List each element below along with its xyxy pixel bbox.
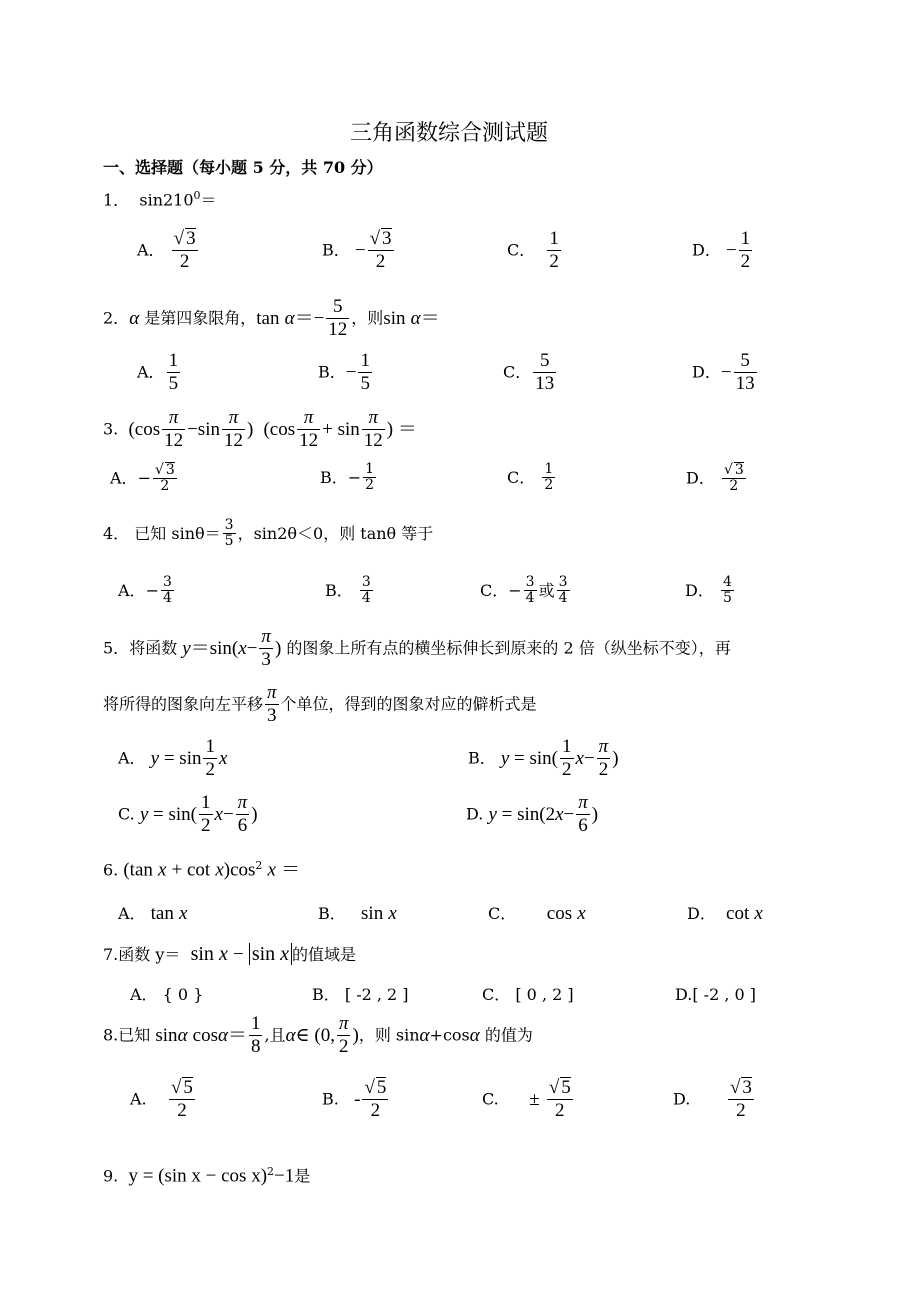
- q6-option-a: A． tan x: [118, 903, 188, 924]
- q4-option-d: D． $\frac{4}{5}$: [685, 574, 732, 607]
- q4-option-c: C．− $\frac{3}{4}$ 或 $\frac{3}{4}$: [480, 574, 568, 607]
- q4-option-a: A．− $\frac{3}{4}$: [118, 574, 172, 607]
- question-5-line2: 将所得的图象向左平移 $\frac{\pi}{3}$ 个单位，得到的图象对应的僻析式是: [103, 682, 537, 726]
- page-title: 三角函数综合测试题: [350, 121, 549, 146]
- question-6: 6. (tan $x + \cot x)\cos^2$ x ＝: [103, 859, 301, 881]
- q1-option-d: D． − $\frac{1}{2}$: [692, 228, 751, 272]
- q7-option-c: C． [ 0 , 2 ]: [482, 985, 574, 1004]
- q8-option-c: C. ± $\frac{√ 5}{2}$: [482, 1077, 571, 1121]
- q7-option-d: D.[ -2 , 0 ]: [675, 985, 757, 1004]
- question-5: 5．将函数 y＝sin(x− $\frac{\pi}{3}$ ) 的图象上所有点的横坐标伸长到原来的 2 倍（纵坐标不变），再: [103, 626, 731, 670]
- question-1: 1． $\sin 210^0=$: [103, 189, 217, 210]
- question-4: 4． 已知 sinθ＝ $\frac{3}{5}$ ，sin2θ＜0，则 tanθ 等于: [103, 517, 434, 550]
- question-8: 8.已知 sinα cosα＝ $\frac{1}{8}$ ,且α∈ (0, $\frac{\pi}{2}$ )，则 sinα+cosα 的值为: [103, 1013, 533, 1057]
- q1-option-c: C． $\frac{1}{2}$: [507, 228, 559, 272]
- q3-option-a: A．− $\frac{√ 3}{2}$: [110, 462, 175, 495]
- q3-option-c: C． $\frac{1}{2}$: [507, 461, 554, 494]
- q6-option-b: B． sin x: [318, 903, 397, 924]
- q2-option-c: C． $\frac{5}{13}$: [503, 350, 555, 394]
- q8-option-d: D. $\frac{√ 3}{2}$: [673, 1077, 752, 1121]
- question-7: 7.函数 y＝ sin x − sin x 的值域是: [103, 943, 357, 965]
- question-2: 2．α 是第四象限角，tan α＝− $\frac{5}{12}$ ，则sin α＝: [103, 296, 440, 340]
- q7-option-a: A． { 0 }: [130, 985, 204, 1004]
- q8-option-a: A. $\frac{√ 5}{2}$: [130, 1077, 193, 1121]
- q1-option-b: B． − $\frac{√ 3}{2}$: [322, 228, 392, 272]
- q5-option-d: D. y = sin(2x− $\frac{\pi}{6}$ ): [466, 792, 599, 836]
- q5-option-c: C. y = sin( $\frac{1}{2}$ x− $\frac{\pi}{6}$ ): [118, 792, 258, 836]
- q1-option-a: A． $\frac{√ 3}{2}$: [137, 228, 196, 272]
- q7-option-b: B． [ -2 , 2 ]: [312, 985, 409, 1004]
- q3-option-d: D． $\frac{√ 3}{2}$: [686, 462, 744, 495]
- q2-option-d: D．− $\frac{5}{13}$: [692, 350, 755, 394]
- q4-option-b: B． $\frac{3}{4}$: [325, 574, 371, 607]
- q5-option-a: A． y = sin $\frac{1}{2}$ x: [118, 736, 228, 780]
- q2-option-b: B．− $\frac{1}{5}$: [318, 350, 370, 394]
- q2-option-a: A． $\frac{1}{5}$: [137, 350, 179, 394]
- section-heading: 一、选择题（每小题 5 分，共 70 分）: [103, 158, 383, 177]
- q8-option-b: B. - $\frac{√ 5}{2}$: [322, 1077, 387, 1121]
- q6-option-c: C． cos x: [488, 903, 586, 924]
- q6-option-d: D． cot x: [687, 903, 763, 924]
- question-9: 9. y = (sin x − cos x)$^2$−1是: [103, 1165, 311, 1187]
- question-3: 3. (cos $\frac{\pi}{12}$ −sin $\frac{\pi}{12}$ ) (cos $\frac{\pi}{12}$ + sin $\frac{\pi}{12}$ ) ＝: [103, 407, 417, 451]
- q5-option-b: B． y = sin( $\frac{1}{2}$ x− $\frac{\pi}{2}$ ): [468, 736, 619, 780]
- q3-option-b: B．− $\frac{1}{2}$: [320, 461, 375, 494]
